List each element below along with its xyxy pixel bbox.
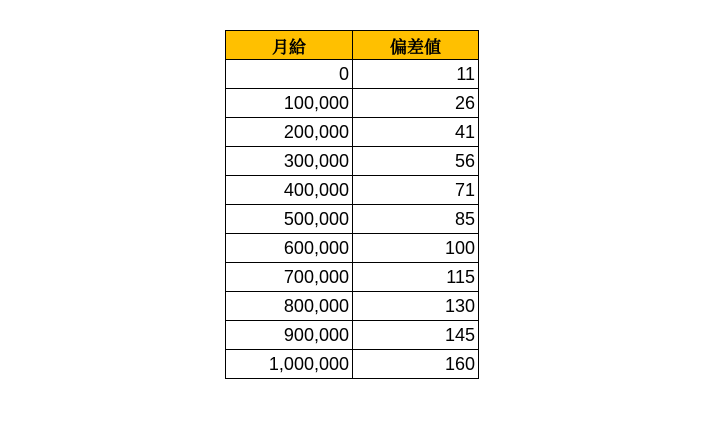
deviation-cell: 11 — [353, 60, 479, 89]
salary-cell: 500,000 — [226, 205, 353, 234]
deviation-cell: 115 — [353, 263, 479, 292]
deviation-cell: 130 — [353, 292, 479, 321]
salary-deviation-table — [225, 30, 479, 379]
table-row — [226, 263, 479, 292]
deviation-cell: 160 — [353, 350, 479, 379]
salary-cell: 700,000 — [226, 263, 353, 292]
header-row — [226, 31, 479, 60]
table-row — [226, 205, 479, 234]
salary-cell: 200,000 — [226, 118, 353, 147]
table-row — [226, 147, 479, 176]
deviation-cell: 145 — [353, 321, 479, 350]
salary-cell: 900,000 — [226, 321, 353, 350]
column-header-deviation-value: 偏差値 — [353, 31, 479, 60]
deviation-cell: 71 — [353, 176, 479, 205]
deviation-cell: 41 — [353, 118, 479, 147]
salary-cell: 400,000 — [226, 176, 353, 205]
table-row — [226, 292, 479, 321]
salary-cell: 600,000 — [226, 234, 353, 263]
deviation-cell: 26 — [353, 89, 479, 118]
table-row — [226, 350, 479, 379]
salary-cell: 0 — [226, 60, 353, 89]
table-row — [226, 234, 479, 263]
salary-cell: 300,000 — [226, 147, 353, 176]
salary-cell: 800,000 — [226, 292, 353, 321]
deviation-cell: 100 — [353, 234, 479, 263]
column-header-monthly-salary: 月給 — [226, 31, 353, 60]
salary-cell: 100,000 — [226, 89, 353, 118]
table-row — [226, 321, 479, 350]
salary-cell: 1,000,000 — [226, 350, 353, 379]
table-row — [226, 118, 479, 147]
deviation-cell: 85 — [353, 205, 479, 234]
table-row — [226, 89, 479, 118]
deviation-cell: 56 — [353, 147, 479, 176]
table-row — [226, 176, 479, 205]
table-row — [226, 60, 479, 89]
